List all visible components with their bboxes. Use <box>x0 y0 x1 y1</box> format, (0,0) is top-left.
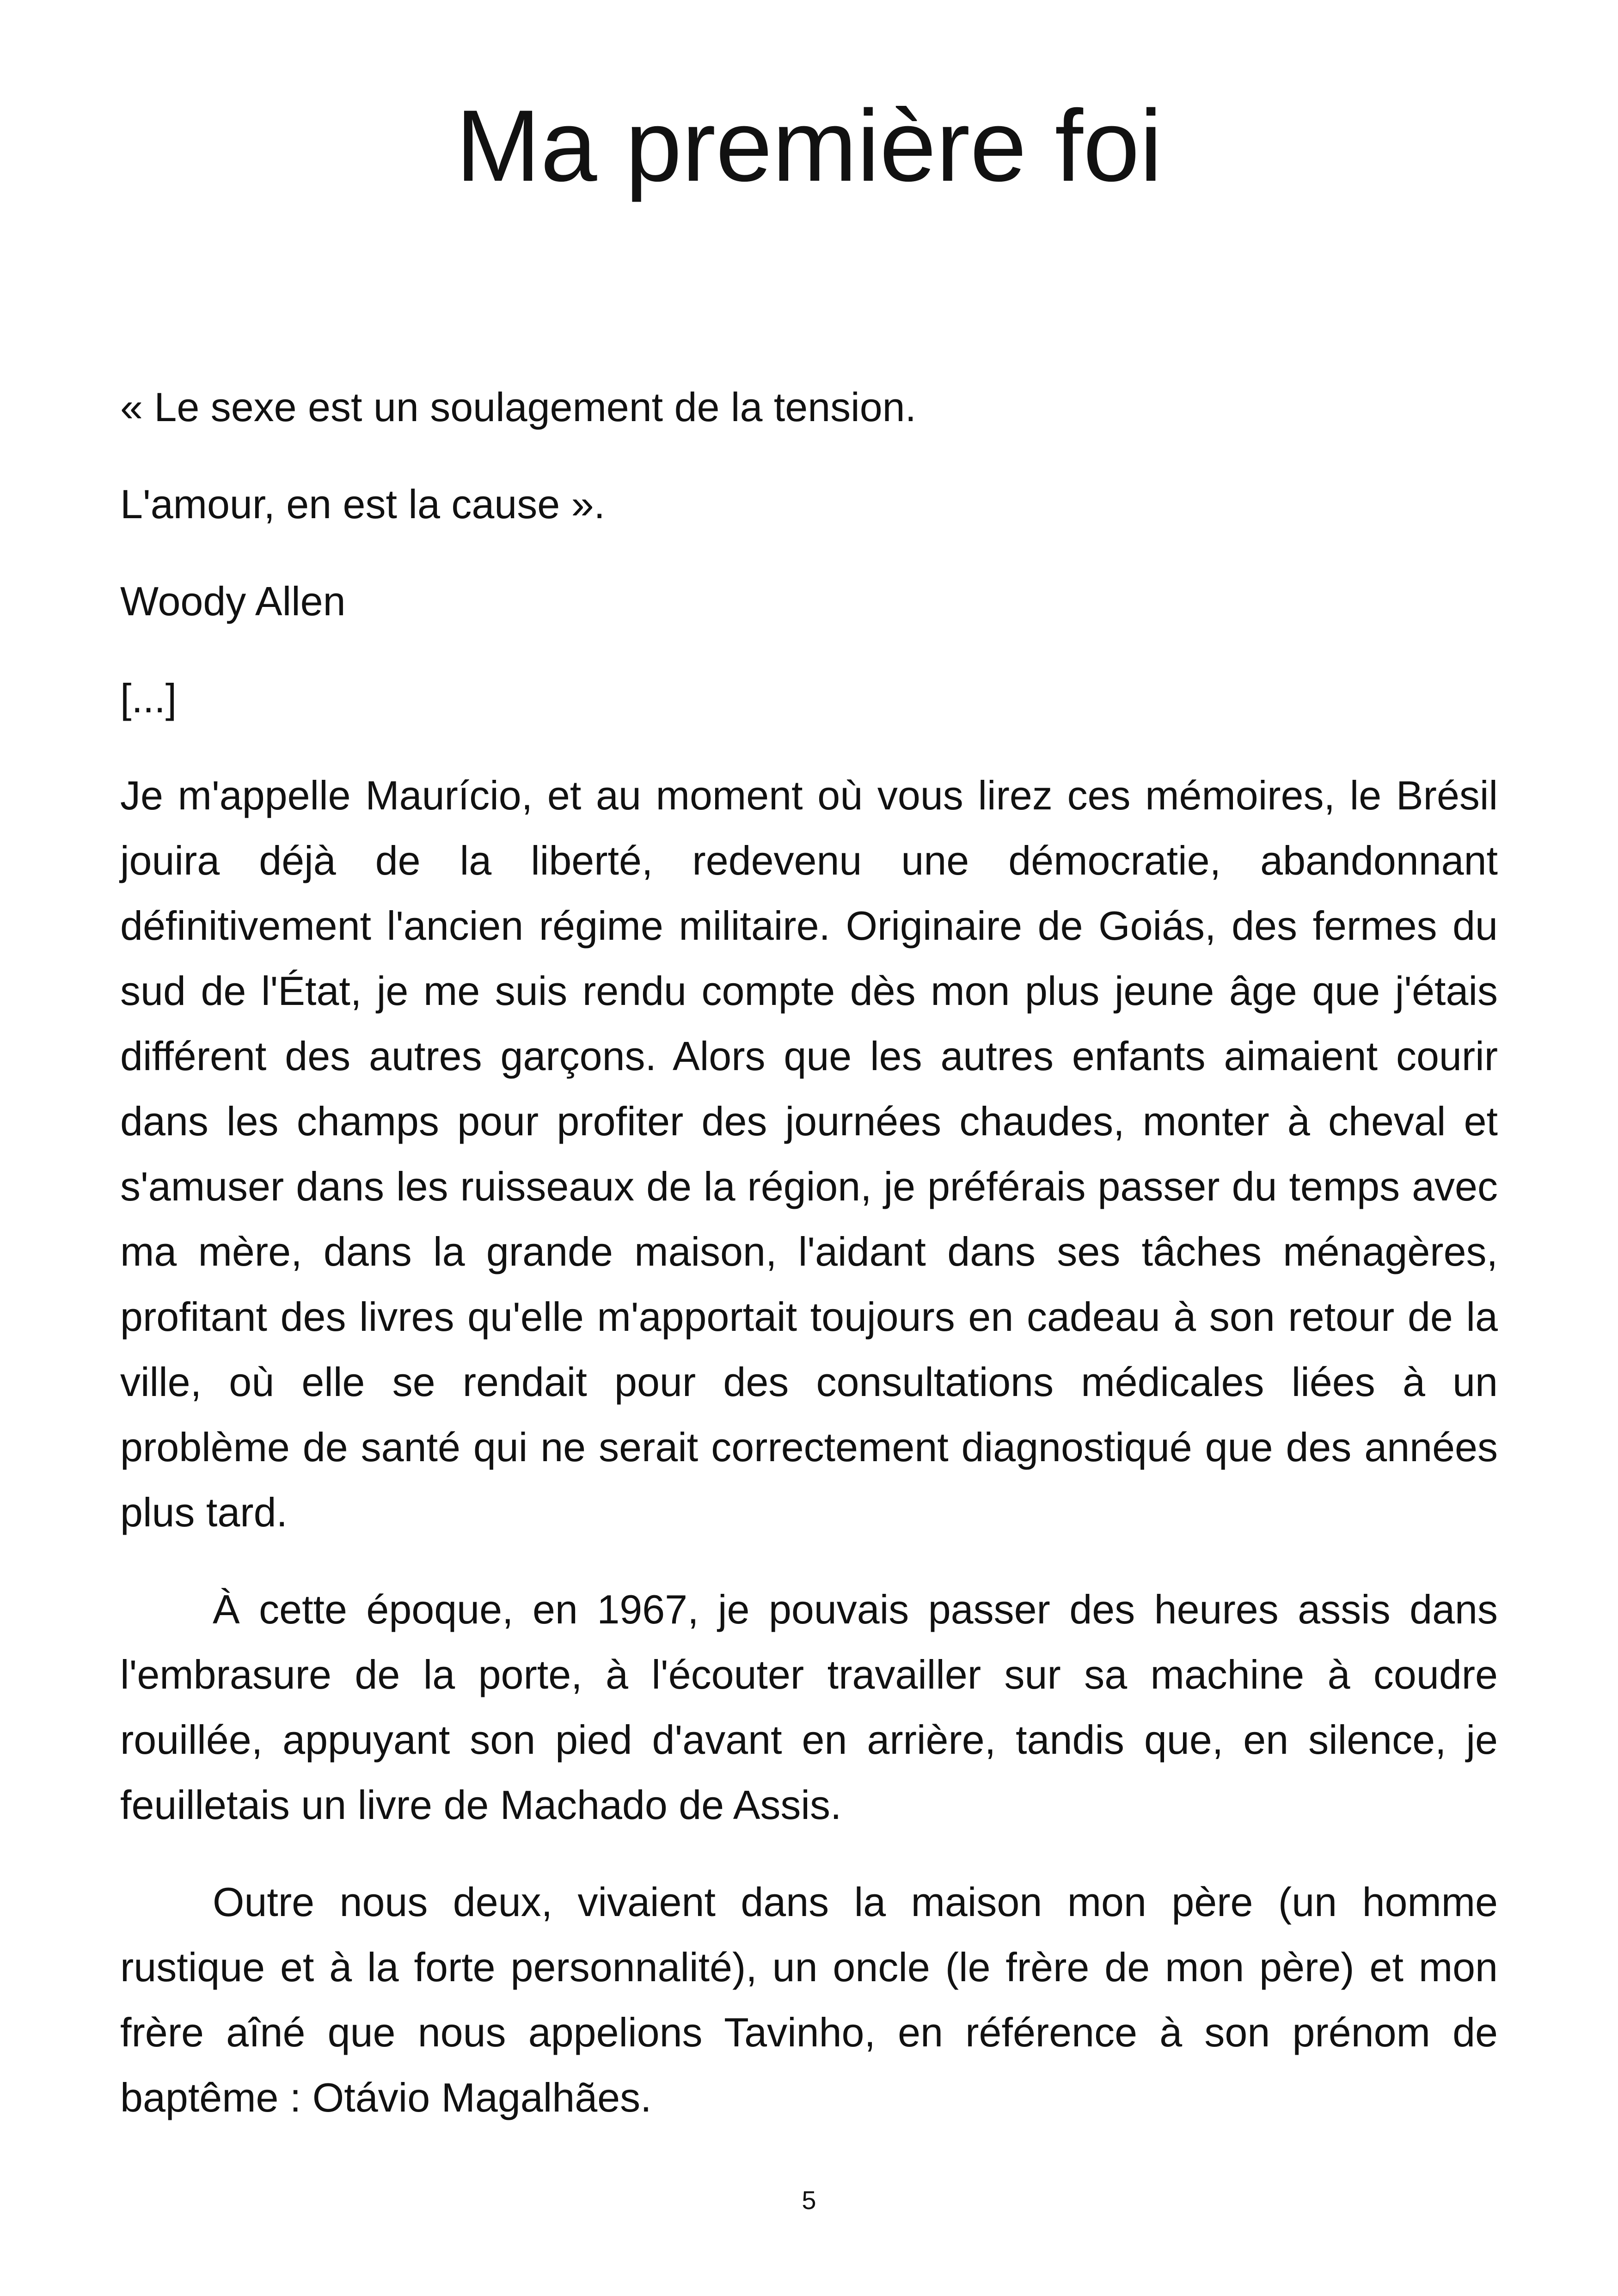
paragraph-3: Outre nous deux, vivaient dans la maison mon père (un homme rustique et à la forte personnalité), un oncle (le frère de mon père) et mon frère aîné que nous appelions Tavinho, en référence à son prénom de baptême : Otávio Magalhães. <box>120 1879 1498 2120</box>
page-number: 5 <box>802 2186 816 2215</box>
paragraph-1: Je m'appelle Maurício, et au moment où vous lirez ces mémoires, le Brésil jouira déjà de la liberté, redevenu une démocratie, abandonnant définitivement l'ancien régime militaire. Originaire de Goiás, des fermes du sud de l'État, je me suis rendu compte dès mon plus jeune âge que j'étais différent des autres garçons. Alors que les autres enfants aimaient courir dans les champs pour profiter des journées chaudes, monter à cheval et s'amuser dans les ruisseaux de la région, je préférais passer du temps avec ma mère, dans la grande maison, l'aidant dans ses tâches ménagères, profitant des livres qu'elle m'apportait toujours en cadeau à son retour de la ville, où elle se rendait pour des consultations médicales liées à un problème de santé qui ne serait correctement diagnostiqué que des années plus tard. <box>120 772 1498 1535</box>
ellipsis-marker: [...] <box>120 675 177 721</box>
page-title: Ma première foi <box>455 89 1163 202</box>
epigraph-line-2: L'amour, en est la cause ». <box>120 481 605 527</box>
paragraph-2: À cette époque, en 1967, je pouvais passer des heures assis dans l'embrasure de la porte, à l'écouter travailler sur sa machine à coudre rouillée, appuyant son pied d'avant en arrière, tandis que, en silence, je feuilletais un livre de Machado de Assis. <box>120 1586 1498 1828</box>
body-text <box>120 374 1498 2162</box>
epigraph-line-1: « Le sexe est un soulagement de la tension. <box>120 384 917 430</box>
epigraph-author: Woody Allen <box>120 578 346 624</box>
